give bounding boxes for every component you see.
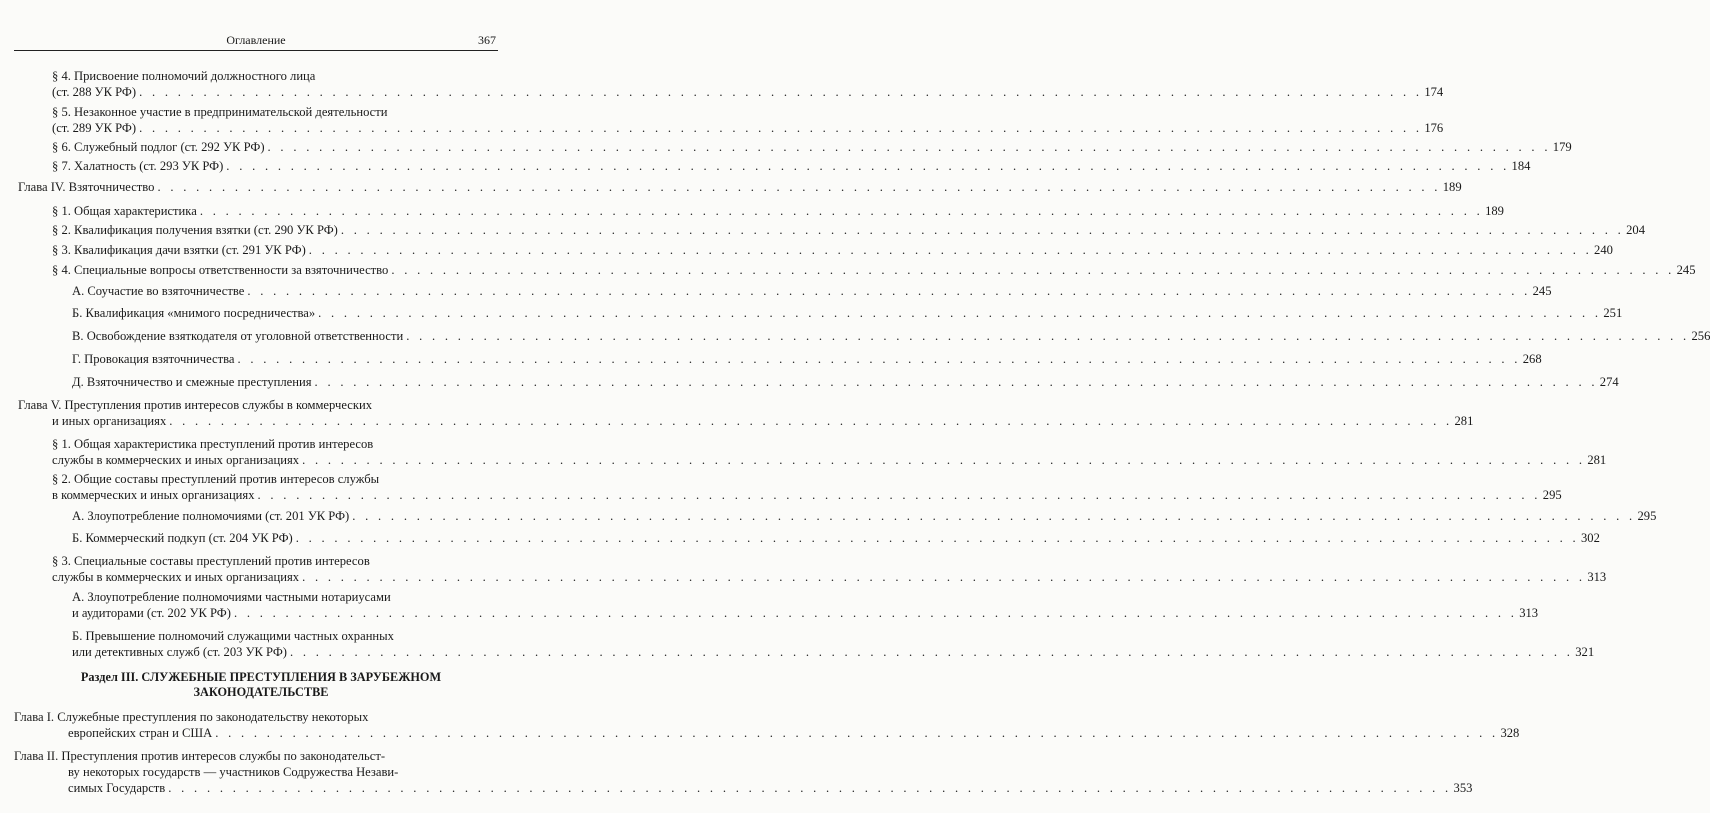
toc-subentry[interactable] [72,530,1600,546]
toc-page-number: 179 [1552,140,1572,154]
toc-entry[interactable] [52,203,1504,219]
leader-dots: . . . . . . . . . . . . . . . . . . . . . . . . . . . . . . . . . . . . . . . . . . . . . . . . . . . . . . . . . . . . . . . . . . . . . . . . . . . . . . . . . . . . . . . . . . . . . . . . . . . . [257,488,1541,502]
toc-entry-text: А. Злоупотребление полномочиями (ст. 201 УК РФ) [72,509,350,523]
toc-page-number: 245 [1676,263,1696,277]
toc-entry-text: § 7. Халатность (ст. 293 УК РФ) [52,159,224,173]
toc-entry-text: Глава I. Служебные преступления по законодательству некоторых [14,710,369,724]
toc-chapter-entry[interactable] [68,780,1473,796]
toc-entry[interactable] [52,262,1696,278]
toc-subentry[interactable] [72,328,1710,344]
toc-subentry[interactable] [72,351,1542,367]
toc-entry-text: § 6. Служебный подлог (ст. 292 УК РФ) [52,140,265,154]
toc-entry-text: ву некоторых государств — участников Содружества Незави- [68,765,399,779]
toc-entry-text: (ст. 289 УК РФ) [52,121,137,135]
section-heading-line-1: Раздел III. СЛУЖЕБНЫЕ ПРЕСТУПЛЕНИЯ В ЗАРУБЕЖНОМ [80,670,442,684]
toc-subentry[interactable] [72,283,1552,299]
leader-dots: . . . . . . . . . . . . . . . . . . . . . . . . . . . . . . . . . . . . . . . . . . . . . . . . . . . . . . . . . . . . . . . . . . . . . . . . . . . . . . . . . . . . . . . . . . . . . . . . . . . . [406,329,1690,343]
toc-subentry[interactable] [72,605,1539,621]
leader-dots: . . . . . . . . . . . . . . . . . . . . . . . . . . . . . . . . . . . . . . . . . . . . . . . . . . . . . . . . . . . . . . . . . . . . . . . . . . . . . . . . . . . . . . . . . . . . . . . . . . . . [302,453,1586,467]
toc-entry[interactable] [52,452,1607,468]
leader-dots: . . . . . . . . . . . . . . . . . . . . . . . . . . . . . . . . . . . . . . . . . . . . . . . . . . . . . . . . . . . . . . . . . . . . . . . . . . . . . . . . . . . . . . . . . . . . . . . . . . . . [169,414,1453,428]
toc-subentry[interactable] [72,508,1657,524]
toc-page-number: 281 [1454,414,1474,428]
leader-dots: . . . . . . . . . . . . . . . . . . . . . . . . . . . . . . . . . . . . . . . . . . . . . . . . . . . . . . . . . . . . . . . . . . . . . . . . . . . . . . . . . . . . . . . . . . . . . . . . . . . . [302,570,1586,584]
toc-entry-text: Д. Взяточничество и смежные преступления [72,375,312,389]
toc-page-number: 295 [1637,509,1657,523]
section-heading-line-2: ЗАКОНОДАТЕЛЬСТВЕ [193,685,329,699]
toc-page-number: 302 [1580,531,1600,545]
leader-dots: . . . . . . . . . . . . . . . . . . . . . . . . . . . . . . . . . . . . . . . . . . . . . . . . . . . . . . . . . . . . . . . . . . . . . . . . . . . . . . . . . . . . . . . . . . . . . . . . . . . . [233,606,1518,620]
toc-page-number: 328 [1500,726,1520,740]
leader-dots: . . . . . . . . . . . . . . . . . . . . . . . . . . . . . . . . . . . . . . . . . . . . . . . . . . . . . . . . . . . . . . . . . . . . . . . . . . . . . . . . . . . . . . . . . . . . . . . . . . . . [215,726,1499,740]
leader-dots: . . . . . . . . . . . . . . . . . . . . . . . . . . . . . . . . . . . . . . . . . . . . . . . . . . . . . . . . . . . . . . . . . . . . . . . . . . . . . . . . . . . . . . . . . . . . . . . . . . . . [318,306,1602,320]
toc-page-number: 268 [1522,352,1542,366]
toc-entry-text: § 2. Общие составы преступлений против интересов службы [52,472,380,486]
toc-chapter-entry[interactable] [18,179,1462,195]
toc-entry-text: А. Злоупотребление полномочиями частными нотариусами [72,590,391,604]
toc-page-number: 353 [1453,781,1473,795]
toc-page-number: 176 [1424,121,1444,135]
toc-chapter-entry[interactable] [52,413,1474,429]
toc-page-number: 251 [1603,306,1623,320]
toc-entry-text: Глава V. Преступления против интересов службы в коммерческих [18,398,372,412]
toc-subentry[interactable] [72,644,1595,660]
toc-entry-text: европейских стран и США [68,726,213,740]
toc-subentry[interactable] [72,305,1623,321]
toc-page-number: 174 [1424,85,1444,99]
toc-entry-text: Б. Коммерческий подкуп (ст. 204 УК РФ) [72,531,293,545]
toc-entry[interactable] [52,569,1607,585]
toc-entry-text: службы в коммерческих и иных организациях [52,453,300,467]
toc-entry-text: Г. Провокация взяточничества [72,352,235,366]
leader-dots: . . . . . . . . . . . . . . . . . . . . . . . . . . . . . . . . . . . . . . . . . . . . . . . . . . . . . . . . . . . . . . . . . . . . . . . . . . . . . . . . . . . . . . . . . . . . . . . . . . . . [295,531,1579,545]
toc-entry-text: А. Соучастие во взяточничестве [72,284,245,298]
toc-page-number: 184 [1511,159,1531,173]
toc-page-number: 313 [1519,606,1539,620]
toc-entry-text: Б. Квалификация «мнимого посредничества» [72,306,316,320]
header-title: Оглавление [226,33,286,47]
leader-dots: . . . . . . . . . . . . . . . . . . . . . . . . . . . . . . . . . . . . . . . . . . . . . . . . . . . . . . . . . . . . . . . . . . . . . . . . . . . . . . . . . . . . . . . . . . . . . . . . . . . . [352,509,1636,523]
leader-dots: . . . . . . . . . . . . . . . . . . . . . . . . . . . . . . . . . . . . . . . . . . . . . . . . . . . . . . . . . . . . . . . . . . . . . . . . . . . . . . . . . . . . . . . . . . . . . . . . . . . . [168,781,1452,795]
toc-entry-text: § 1. Общая характеристика преступлений против интересов [52,437,374,451]
running-header [14,33,498,51]
toc-entry[interactable] [52,120,1444,136]
toc-page-number: 189 [1442,180,1462,194]
toc-entry-text: симых Государств [68,781,166,795]
toc-entry-text: Глава IV. Взяточничество [18,180,155,194]
toc-page-number: 295 [1542,488,1562,502]
toc-entry-text: § 3. Специальные составы преступлений против интересов [52,554,370,568]
leader-dots: . . . . . . . . . . . . . . . . . . . . . . . . . . . . . . . . . . . . . . . . . . . . . . . . . . . . . . . . . . . . . . . . . . . . . . . . . . . . . . . . . . . . . . . . . . . . . . . . . . . . [247,284,1531,298]
leader-dots: . . . . . . . . . . . . . . . . . . . . . . . . . . . . . . . . . . . . . . . . . . . . . . . . . . . . . . . . . . . . . . . . . . . . . . . . . . . . . . . . . . . . . . . . . . . . . . . . . . . . [308,243,1593,257]
leader-dots: . . . . . . . . . . . . . . . . . . . . . . . . . . . . . . . . . . . . . . . . . . . . . . . . . . . . . . . . . . . . . . . . . . . . . . . . . . . . . . . . . . . . . . . . . . . . . . . . . . . . [199,204,1484,218]
leader-dots: . . . . . . . . . . . . . . . . . . . . . . . . . . . . . . . . . . . . . . . . . . . . . . . . . . . . . . . . . . . . . . . . . . . . . . . . . . . . . . . . . . . . . . . . . . . . . . . . . . . . [157,180,1441,194]
toc-entry[interactable] [52,139,1572,155]
leader-dots: . . . . . . . . . . . . . . . . . . . . . . . . . . . . . . . . . . . . . . . . . . . . . . . . . . . . . . . . . . . . . . . . . . . . . . . . . . . . . . . . . . . . . . . . . . . . . . . . . . . . [314,375,1598,389]
leader-dots: . . . . . . . . . . . . . . . . . . . . . . . . . . . . . . . . . . . . . . . . . . . . . . . . . . . . . . . . . . . . . . . . . . . . . . . . . . . . . . . . . . . . . . . . . . . . . . . . . . . . [139,121,1423,135]
toc-entry[interactable] [52,158,1531,174]
leader-dots: . . . . . . . . . . . . . . . . . . . . . . . . . . . . . . . . . . . . . . . . . . . . . . . . . . . . . . . . . . . . . . . . . . . . . . . . . . . . . . . . . . . . . . . . . . . . . . . . . . . . [289,645,1574,659]
toc-entry-text: § 4. Специальные вопросы ответственности за взяточничество [52,263,389,277]
leader-dots: . . . . . . . . . . . . . . . . . . . . . . . . . . . . . . . . . . . . . . . . . . . . . . . . . . . . . . . . . . . . . . . . . . . . . . . . . . . . . . . . . . . . . . . . . . . . . . . . . . . . [237,352,1521,366]
toc-page-number: 256 [1691,329,1710,343]
leader-dots: . . . . . . . . . . . . . . . . . . . . . . . . . . . . . . . . . . . . . . . . . . . . . . . . . . . . . . . . . . . . . . . . . . . . . . . . . . . . . . . . . . . . . . . . . . . . . . . . . . . . [340,223,1625,237]
toc-page-number: 189 [1485,204,1504,218]
toc-page-number: 245 [1532,284,1552,298]
toc-page-number: 313 [1587,570,1607,584]
toc-entry-text: § 3. Квалификация дачи взятки (ст. 291 УК РФ) [52,243,306,257]
toc-entry-text: § 2. Квалификация получения взятки (ст. 290 УК РФ) [52,223,338,237]
toc-entry-text: § 5. Незаконное участие в предпринимательской деятельности [52,105,388,119]
toc-page-number: 321 [1575,645,1595,659]
toc-page-number: 204 [1626,223,1646,237]
toc-subentry[interactable] [72,374,1619,390]
toc-page-number: 240 [1594,243,1613,257]
toc-entry-text: (ст. 288 УК РФ) [52,85,137,99]
toc-chapter-entry[interactable] [68,725,1520,741]
toc-entry-text: и иных организациях [52,414,167,428]
toc-entry-text: § 4. Присвоение полномочий должностного лица [52,69,316,83]
toc-entry-text: § 1. Общая характеристика [52,204,197,218]
toc-entry-text: В. Освобождение взяткодателя от уголовной ответственности [72,329,404,343]
leader-dots: . . . . . . . . . . . . . . . . . . . . . . . . . . . . . . . . . . . . . . . . . . . . . . . . . . . . . . . . . . . . . . . . . . . . . . . . . . . . . . . . . . . . . . . . . . . . . . . . . . . . [139,85,1423,99]
toc-entry-text: службы в коммерческих и иных организациях [52,570,300,584]
toc-page-number: 281 [1587,453,1607,467]
toc-entry[interactable] [52,84,1444,100]
toc-page-number: 274 [1599,375,1619,389]
toc-entry[interactable] [52,487,1562,503]
toc-entry[interactable] [52,222,1646,238]
toc-entry-text: и аудиторами (ст. 202 УК РФ) [72,606,231,620]
leader-dots: . . . . . . . . . . . . . . . . . . . . . . . . . . . . . . . . . . . . . . . . . . . . . . . . . . . . . . . . . . . . . . . . . . . . . . . . . . . . . . . . . . . . . . . . . . . . . . . . . . . . [226,159,1510,173]
toc-entry-text: в коммерческих и иных организациях [52,488,255,502]
leader-dots: . . . . . . . . . . . . . . . . . . . . . . . . . . . . . . . . . . . . . . . . . . . . . . . . . . . . . . . . . . . . . . . . . . . . . . . . . . . . . . . . . . . . . . . . . . . . . . . . . . . . [391,263,1675,277]
header-page-number: 367 [478,33,496,47]
toc-entry-text: Глава II. Преступления против интересов службы по законодательст- [14,749,386,763]
toc-entry[interactable] [52,242,1613,258]
toc-entry-text: Б. Превышение полномочий служащими частных охранных [72,629,394,643]
toc-entry-text: или детективных служб (ст. 203 УК РФ) [72,645,287,659]
leader-dots: . . . . . . . . . . . . . . . . . . . . . . . . . . . . . . . . . . . . . . . . . . . . . . . . . . . . . . . . . . . . . . . . . . . . . . . . . . . . . . . . . . . . . . . . . . . . . . . . . . . . [267,140,1551,154]
